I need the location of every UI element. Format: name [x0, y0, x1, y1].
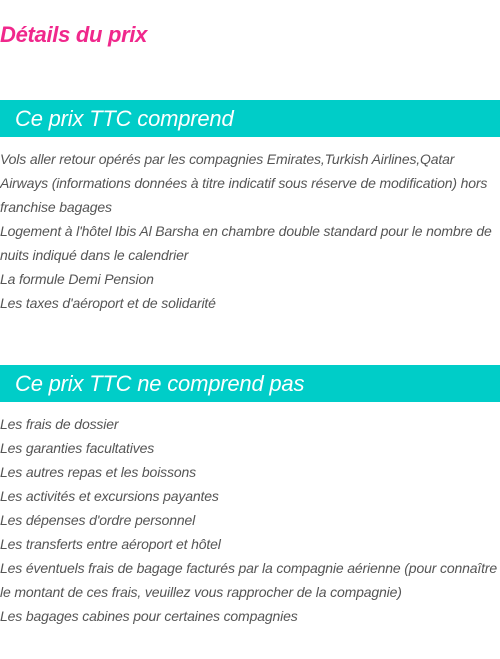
excluded-item: Les transferts entre aéroport et hôtel: [0, 536, 221, 552]
excluded-heading: Ce prix TTC ne comprend pas: [0, 365, 500, 402]
excluded-item: Les activités et excursions payantes: [0, 488, 219, 504]
included-list: [0, 147, 500, 315]
excluded-item: Les autres repas et les boissons: [0, 464, 196, 480]
excluded-item: Les dépenses d'ordre personnel: [0, 512, 196, 528]
excluded-list: [0, 412, 500, 628]
excluded-item: Les garanties facultatives: [0, 440, 155, 456]
page-title: Détails du prix: [0, 22, 148, 47]
excluded-item: Les bagages cabines pour certaines compagnies: [0, 608, 298, 624]
included-item: Vols aller retour opérés par les compagnies Emirates,Turkish Airlines,Qatar Airways (informations données à titre indicatif sous réserve de modification) hors franchise bagages: [0, 151, 488, 215]
included-heading: Ce prix TTC comprend: [0, 100, 500, 137]
included-item: Logement à l'hôtel Ibis Al Barsha en chambre double standard pour le nombre de nuits indiqué dans le calendrier: [0, 223, 492, 263]
included-item: Les taxes d'aéroport et de solidarité: [0, 295, 216, 311]
excluded-item: Les frais de dossier: [0, 416, 119, 432]
excluded-item: Les éventuels frais de bagage facturés par la compagnie aérienne (pour connaître le montant de ces frais, veuillez vous rapprocher de la compagnie): [0, 560, 497, 600]
included-item: La formule Demi Pension: [0, 271, 154, 287]
